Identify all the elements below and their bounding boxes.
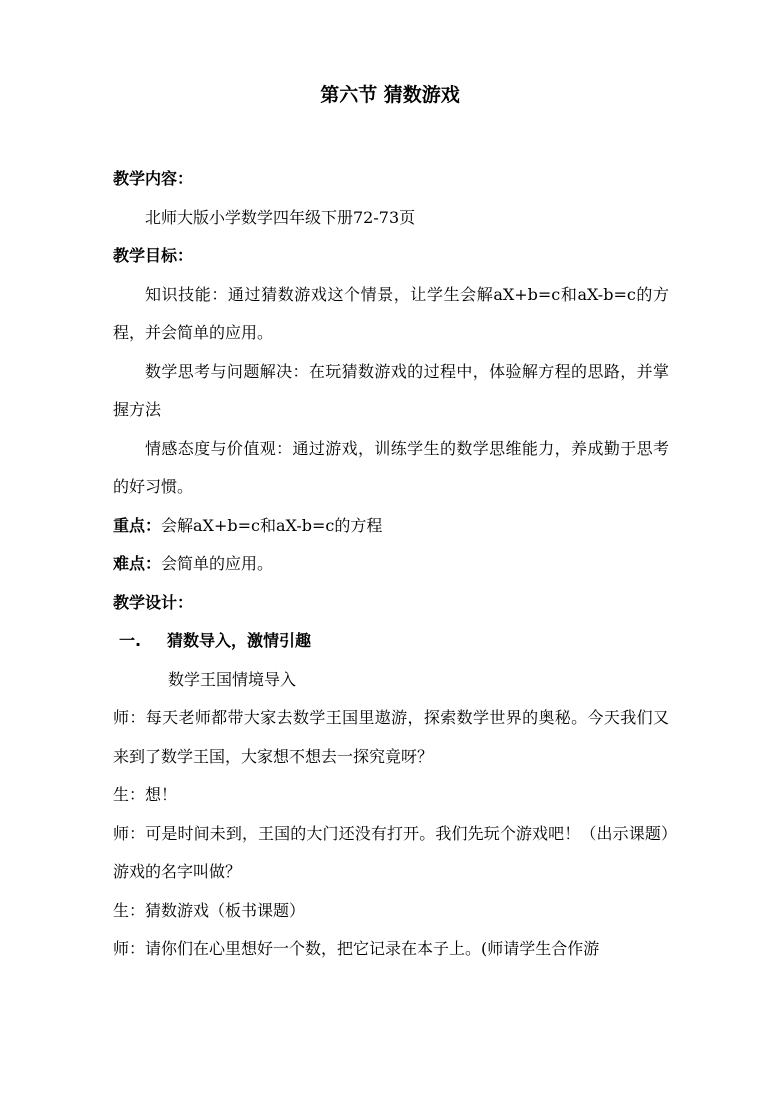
goal-thinking: 数学思考与问题解决：在玩猜数游戏的过程中，体验解方程的思路，并掌握方法 bbox=[113, 361, 669, 419]
difficulty-label: 难点： bbox=[113, 554, 162, 573]
goals-label: 教学目标： bbox=[113, 246, 194, 265]
dialogue-line: 师：可是时间未到，王国的大门还没有打开。我们先玩个游戏吧！（出示课题）游戏的名字叫做？ bbox=[113, 823, 669, 881]
content-label: 教学内容： bbox=[113, 169, 194, 188]
document-body bbox=[113, 160, 669, 969]
section-title: 猜数导入，激情引趣 bbox=[167, 631, 312, 650]
key-text: 会解aX+b=c和aX-b=c的方程 bbox=[161, 515, 383, 535]
goal-attitude: 情感态度与价值观：通过游戏，训练学生的数学思维能力，养成勤于思考的好习惯。 bbox=[113, 438, 669, 496]
goal-knowledge: 知识技能：通过猜数游戏这个情景，让学生会解aX+b=c和aX-b=c的方程，并会简单的应用。 bbox=[113, 284, 669, 342]
section-number: 一. bbox=[119, 631, 142, 650]
design-label: 教学设计： bbox=[113, 592, 194, 612]
dialogue-line: 生：想！ bbox=[113, 785, 178, 804]
content-text: 北师大版小学数学四年级下册72-73页 bbox=[145, 207, 416, 227]
key-label: 重点： bbox=[113, 515, 162, 535]
dialogue-line: 生：猜数游戏（板书课题） bbox=[113, 900, 306, 920]
page-title: 第六节 猜数游戏 bbox=[320, 84, 460, 106]
key-point bbox=[113, 507, 669, 546]
dialogue-line: 师：请你们在心里想好一个数，把它记录在本子上。(师请学生合作游 bbox=[113, 939, 600, 958]
content-line bbox=[113, 160, 669, 199]
difficulty-text: 会简单的应用。 bbox=[161, 554, 274, 573]
section-heading bbox=[113, 622, 669, 661]
section-subtitle: 数学王国情境导入 bbox=[168, 669, 297, 689]
dialogue-line: 师：每天老师都带大家去数学王国里遨游，探索数学世界的奥秘。今天我们又来到了数学王国，大家想不想去一探究竟呀？ bbox=[113, 708, 669, 766]
goals-line bbox=[113, 237, 669, 276]
difficulty-point bbox=[113, 545, 669, 584]
design-line bbox=[113, 584, 669, 623]
